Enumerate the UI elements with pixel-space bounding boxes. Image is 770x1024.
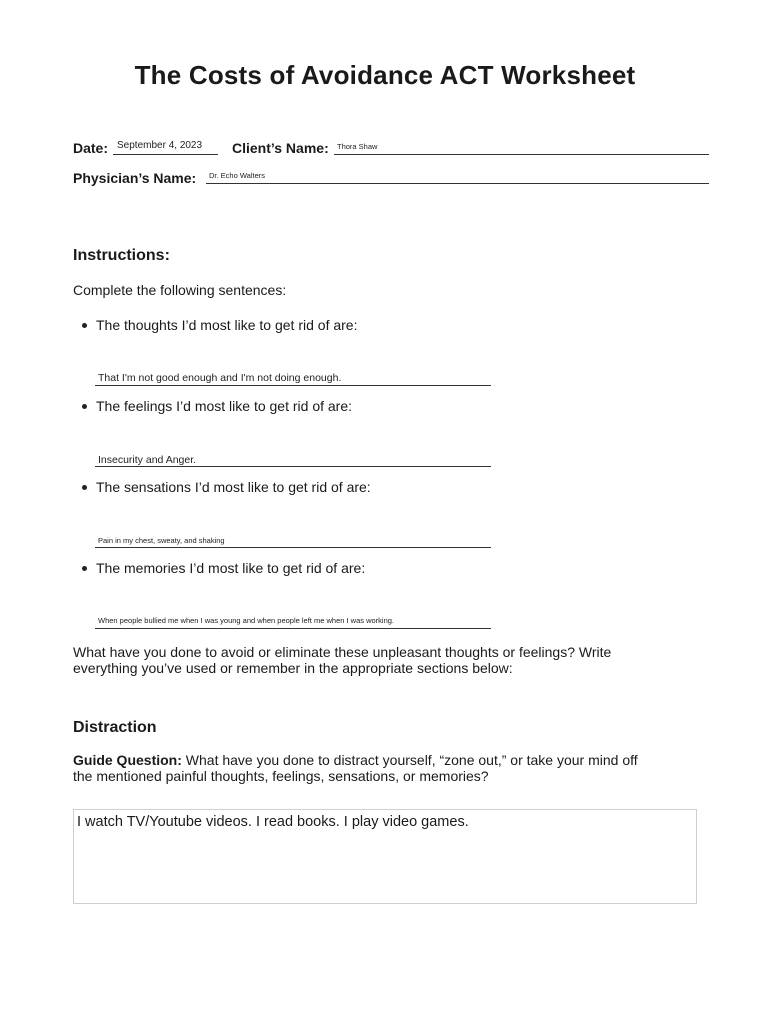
physician-name-value[interactable]: Dr. Echo Walters bbox=[209, 171, 265, 180]
guide-question-line2: the mentioned painful thoughts, feelings, sensations, or memories? bbox=[73, 768, 489, 784]
thoughts-underline bbox=[95, 385, 491, 386]
distraction-answer-box[interactable] bbox=[73, 809, 697, 904]
distraction-heading: Distraction bbox=[73, 719, 157, 736]
feelings-answer[interactable]: Insecurity and Anger. bbox=[98, 454, 197, 466]
instructions-heading: Instructions: bbox=[73, 247, 170, 264]
distraction-answer[interactable]: I watch TV/Youtube videos. I read books. I play video games. bbox=[77, 814, 469, 830]
feelings-prompt: The feelings I’d most like to get rid of are: bbox=[96, 398, 353, 414]
sensations-prompt: The sensations I’d most like to get rid of are: bbox=[96, 479, 371, 495]
instructions-intro: Complete the following sentences: bbox=[73, 282, 287, 298]
date-label: Date: bbox=[73, 140, 109, 156]
thoughts-answer[interactable]: That I'm not good enough and I'm not doing enough. bbox=[98, 372, 342, 384]
bullet-icon bbox=[82, 566, 87, 571]
bullet-icon bbox=[82, 485, 87, 490]
guide-question-label: Guide Question: bbox=[73, 752, 182, 768]
feelings-underline bbox=[95, 466, 491, 467]
memories-answer[interactable]: When people bullied me when I was young and when people left me when I was working. bbox=[98, 616, 395, 625]
client-name-value[interactable]: Thora Shaw bbox=[337, 142, 378, 151]
guide-question-line1 bbox=[73, 752, 638, 768]
sensations-answer[interactable]: Pain in my chest, sweaty, and shaking bbox=[98, 536, 225, 545]
bullet-icon bbox=[82, 404, 87, 409]
memories-prompt: The memories I’d most like to get rid of are: bbox=[96, 560, 366, 576]
date-underline bbox=[113, 154, 218, 155]
physician-name-underline bbox=[206, 183, 709, 184]
worksheet-title: The Costs of Avoidance ACT Worksheet bbox=[134, 60, 636, 90]
client-name-underline bbox=[334, 154, 709, 155]
bullet-icon bbox=[82, 323, 87, 328]
client-name-label: Client’s Name: bbox=[232, 140, 329, 156]
guide-question-text: What have you done to distract yourself, “zone out,” or take your mind off bbox=[181, 752, 638, 768]
physician-name-label: Physician’s Name: bbox=[73, 170, 197, 186]
sensations-underline bbox=[95, 547, 491, 548]
memories-underline bbox=[95, 628, 491, 629]
followup-text-line1: What have you done to avoid or eliminate these unpleasant thoughts or feelings? Write bbox=[73, 644, 612, 660]
thoughts-prompt: The thoughts I’d most like to get rid of are: bbox=[96, 317, 358, 333]
followup-text-line2: everything you’ve used or remember in the appropriate sections below: bbox=[73, 660, 513, 676]
date-value[interactable]: September 4, 2023 bbox=[117, 140, 203, 151]
